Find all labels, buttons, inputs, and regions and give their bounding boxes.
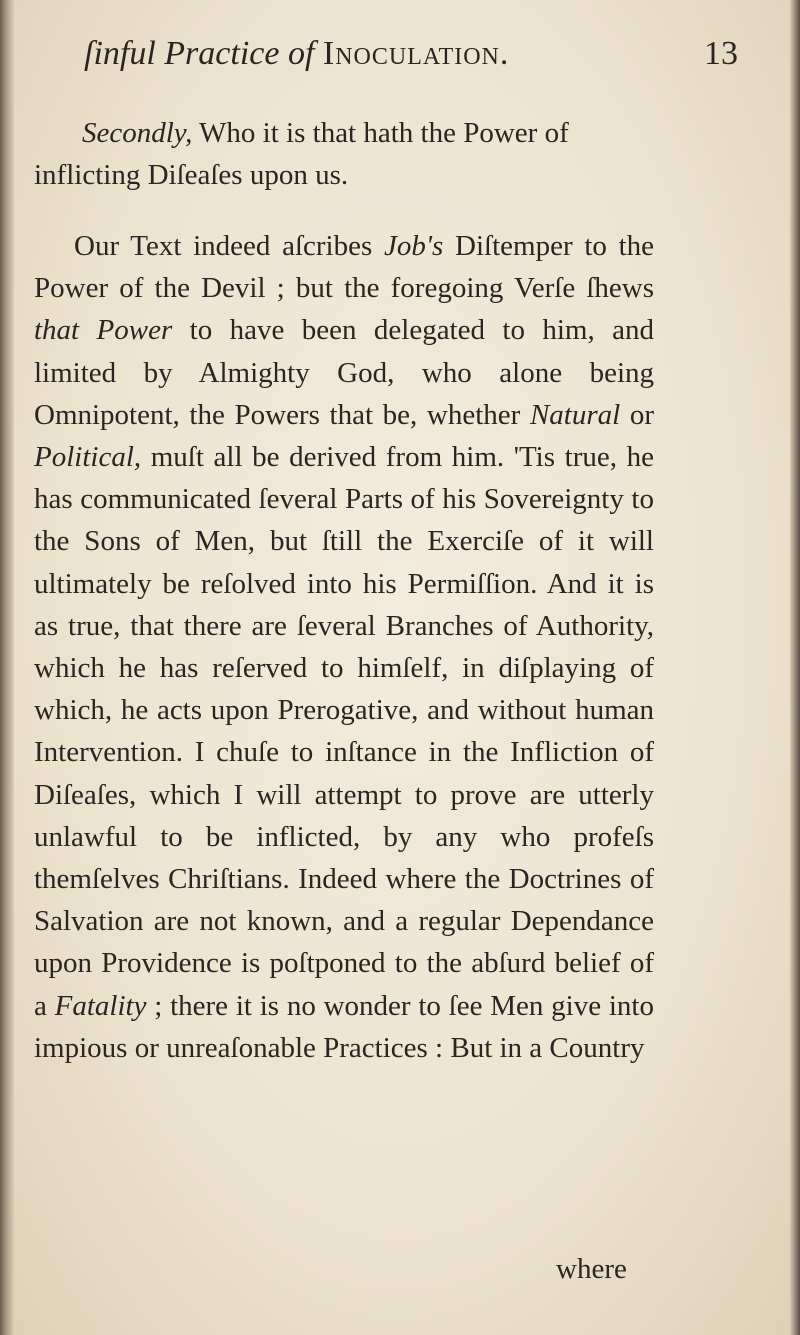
paragraph-1-text: Who it is that hath the Power of inflicting Diſeaſes upon us. [34, 117, 569, 191]
running-head-italic: ſinful Practice of [84, 35, 315, 72]
running-head [84, 34, 644, 74]
book-binding-shadow [0, 0, 14, 1335]
paragraph-2-seg4: or [620, 398, 654, 431]
paragraph-2-it4: Political, [34, 441, 142, 474]
paragraph-2 [34, 225, 654, 1069]
running-head-smallcaps: Inoculation. [322, 35, 510, 72]
page-number: 13 [704, 35, 738, 72]
paragraph-2-it3: Natural [529, 398, 621, 431]
paragraph-2-it5: Fatality [54, 989, 147, 1022]
paragraph-2-it1: Job's [383, 230, 444, 262]
page-right-edge [790, 0, 800, 1335]
paragraph-2-seg6: ; there it is no wonder to ſee Men give into impious or unreaſonable Practices : But in a Country [34, 989, 654, 1064]
paragraph-1 [34, 112, 654, 196]
paragraph-2-seg2: Diſtemper to the Power of the Devil ; but the foregoing Verſe ſhews [34, 230, 655, 305]
paragraph-2-seg3: to have been delegated to him, and limited by Almighty God, who alone being Omnipotent, the Powers that be, whether [34, 314, 654, 431]
paragraph-2-seg1: Our Text indeed aſcribes [74, 230, 384, 262]
body-text [34, 112, 654, 1069]
catchword: where [556, 1253, 627, 1285]
paragraph-1-lead: Secondly, [82, 117, 193, 149]
paragraph-2-seg5: muſt all be derived from him. 'Tis true, he has communicated ſeveral Parts of his Sovereignty to the Sons of Men, but ſtill the Exerciſe of it will ultimately be reſolved into his Permiſſion. And it is as true, that there are ſeveral Branches of Authority, which he has reſerved to himſelf, in diſplaying of which, he acts upon Prerogative, and without human Intervention. I chuſe to inſtance in the Infliction of Diſeaſes, which I will attempt to prove are utterly unlawful to be inflicted, by any who profeſs themſelves Chriſtians. Indeed where the Doctrines of Salvation are not known, and a regular Dependance upon Providence is poſtponed to the abſurd belief of a [34, 441, 654, 1022]
paragraph-2-it2: that Power [34, 314, 173, 347]
